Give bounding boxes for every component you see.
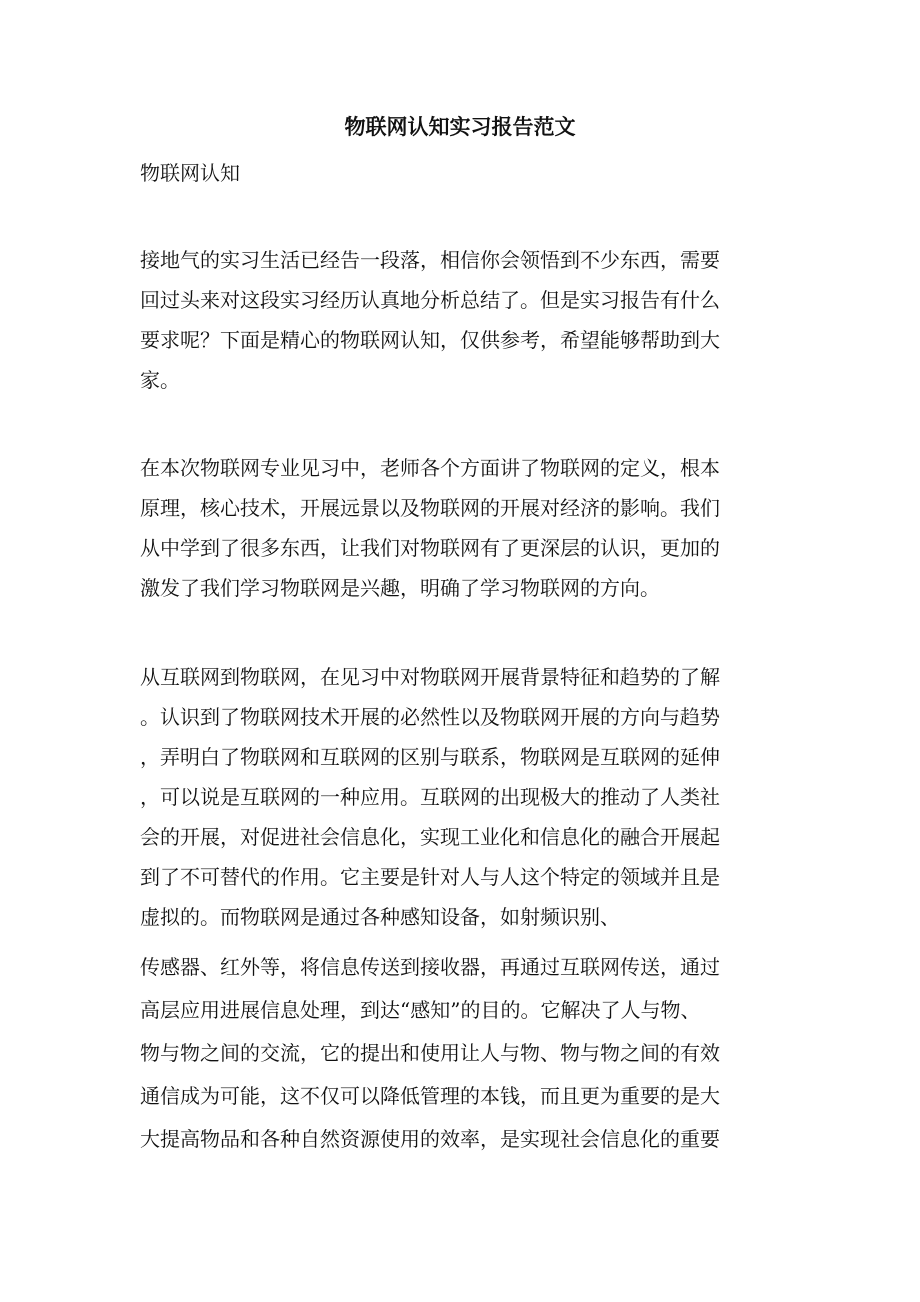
paragraph-line: ，弄明白了物联网和互联网的区别与联系，物联网是互联网的延伸 [140,745,720,769]
paragraph-line: 原理，核心技术，开展远景以及物联网的开展对经济的影响。我们 [140,496,720,520]
paragraph-line: 传感器、红外等，将信息传送到接收器，再通过互联网传送，通过 [140,955,720,979]
paragraph-line: 会的开展，对促进社会信息化，实现工业化和信息化的融合开展起 [140,825,720,849]
paragraph-line: 。认识到了物联网技术开展的必然性以及物联网开展的方向与趋势 [140,705,720,729]
paragraph-line: 通信成为可能，这不仅可以降低管理的本钱，而且更为重要的是大 [140,1084,720,1108]
paragraph-line: 从中学到了很多东西，让我们对物联网有了更深层的认识，更加的 [140,536,720,560]
paragraph-line: 虚拟的。而物联网是通过各种感知设备，如射频识别、 [140,905,620,929]
paragraph-line: 到了不可替代的作用。它主要是针对人与人这个特定的领域并且是 [140,865,720,889]
paragraph-line: 接地气的实习生活已经告一段落，相信你会领悟到不少东西，需要 [140,248,720,272]
paragraph-line: 家。 [140,368,180,392]
paragraph-line: 要求呢？下面是精心的物联网认知，仅供参考，希望能够帮助到大 [140,328,720,352]
paragraph-line: 从互联网到物联网，在见习中对物联网开展背景特征和趋势的了解 [140,665,720,689]
document-subtitle: 物联网认知 [140,161,240,185]
paragraph-line: 回过头来对这段实习经历认真地分析总结了。但是实习报告有什么 [140,288,720,312]
paragraph-line: 物与物之间的交流，它的提出和使用让人与物、物与物之间的有效 [140,1041,720,1065]
paragraph-line: 高层应用进展信息处理，到达“感知”的目的。它解决了人与物、 [140,998,701,1022]
paragraph-line: ，可以说是互联网的一种应用。互联网的出现极大的推动了人类社 [140,785,720,809]
document-title: 物联网认知实习报告范文 [344,114,576,139]
paragraph-line: 在本次物联网专业见习中，老师各个方面讲了物联网的定义，根本 [140,456,720,480]
paragraph-line: 大提高物品和各种自然资源使用的效率，是实现社会信息化的重要 [140,1127,720,1151]
paragraph-line: 激发了我们学习物联网是兴趣，明确了学习物联网的方向。 [140,576,660,600]
